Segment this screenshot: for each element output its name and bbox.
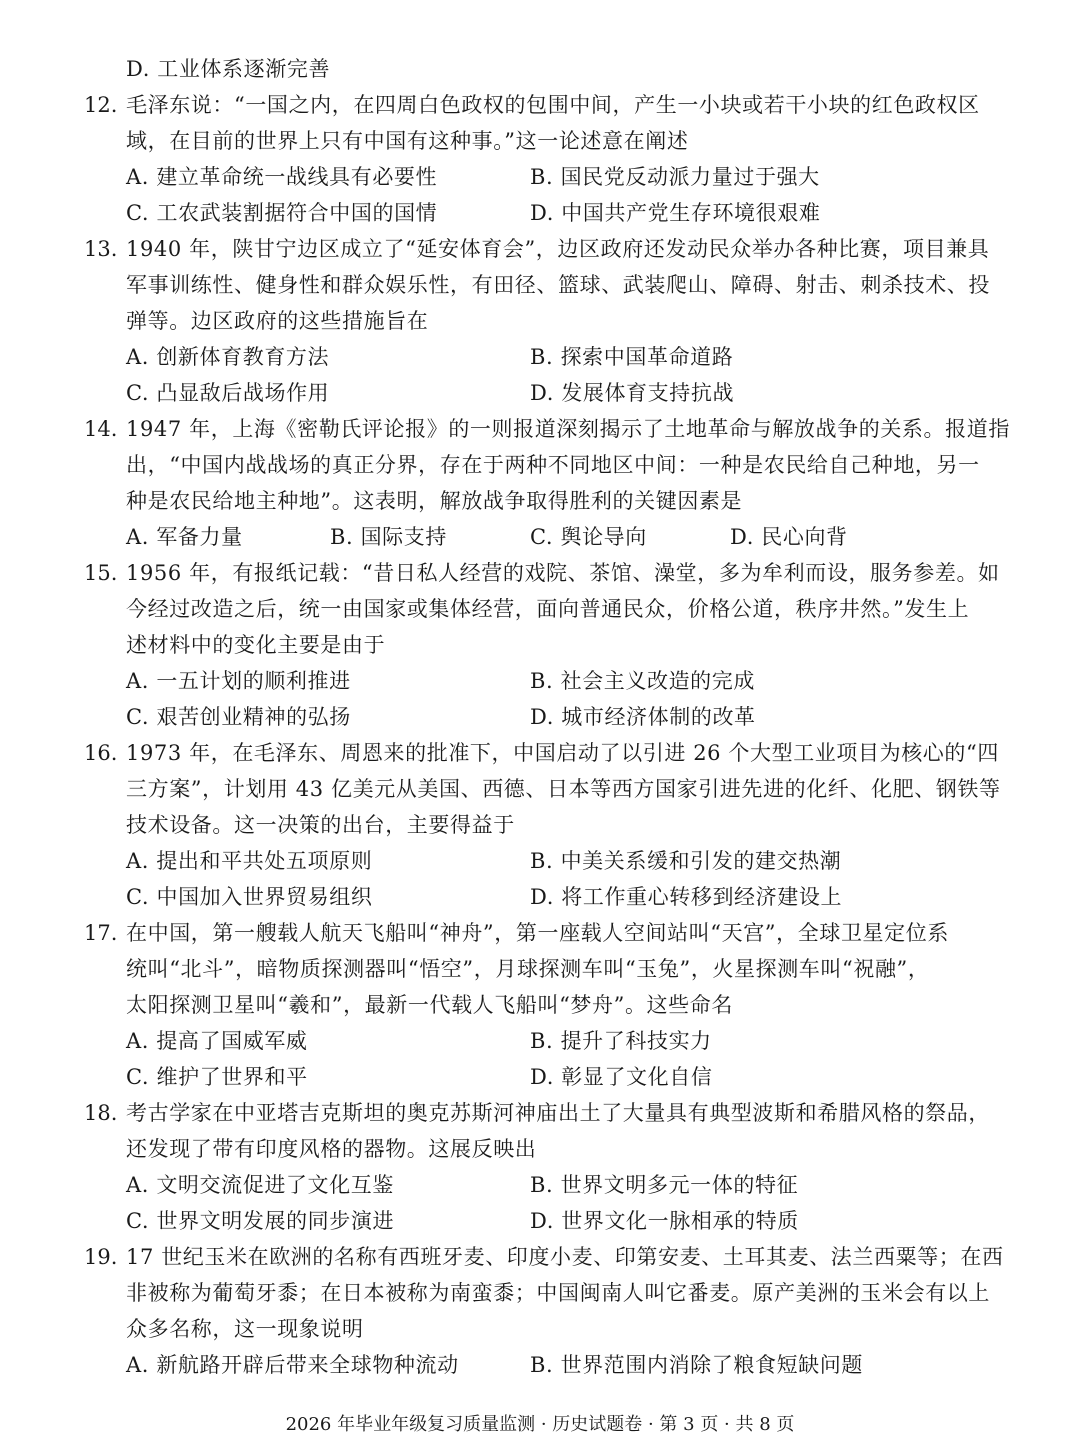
- q19-stem-line: 非被称为葡萄牙黍；在日本被称为南蛮黍；中国闽南人叫它番麦。原产美洲的玉米会有以上: [126, 1281, 990, 1305]
- q16-stem-line: 技术设备。这一决策的出台，主要得益于: [126, 813, 515, 837]
- q16-stem-line: 1973 年，在毛泽东、周恩来的批准下，中国启动了以引进 26 个大型工业项目为核心的“四: [126, 741, 999, 765]
- q18-option-d: D. 世界文化一脉相承的特质: [530, 1209, 799, 1233]
- q12-number: 12.: [84, 93, 118, 117]
- q14-option-a: A. 军备力量: [126, 525, 243, 549]
- q16-option-c: C. 中国加入世界贸易组织: [126, 885, 373, 909]
- q17-option-c: C. 维护了世界和平: [126, 1065, 308, 1089]
- q14-stem-line: 1947 年，上海《密勒氏评论报》的一则报道深刻揭示了土地革命与解放战争的关系。报道指: [126, 417, 1010, 441]
- q13-option-a: A. 创新体育教育方法: [126, 345, 330, 369]
- q19-stem-line: 众多名称，这一现象说明: [126, 1317, 364, 1341]
- q15-number: 15.: [84, 561, 118, 585]
- q14-option-d: D. 民心向背: [730, 525, 848, 549]
- q14-stem-line: 出，“中国内战战场的真正分界，存在于两种不同地区中间：一种是农民给自己种地，另一: [126, 453, 980, 477]
- q16-option-a: A. 提出和平共处五项原则: [126, 849, 373, 873]
- q16-number: 16.: [84, 741, 118, 765]
- q12-stem-line: 毛泽东说：“一国之内，在四周白色政权的包围中间，产生一小块或若干小块的红色政权区: [126, 93, 980, 117]
- q13-option-b: B. 探索中国革命道路: [530, 345, 734, 369]
- q16-stem-line: 三方案”，计划用 43 亿美元从美国、西德、日本等西方国家引进先进的化纤、化肥、钢铁等: [126, 777, 1001, 801]
- q12-option-a: A. 建立革命统一战线具有必要性: [126, 165, 438, 189]
- q19-stem-line: 17 世纪玉米在欧洲的名称有西班牙麦、印度小麦、印第安麦、土耳其麦、法兰西粟等；在西: [126, 1245, 1004, 1269]
- q17-stem-line: 统叫“北斗”，暗物质探测器叫“悟空”，月球探测车叫“玉兔”，火星探测车叫“祝融”，: [126, 957, 930, 981]
- q17-option-a: A. 提高了国威军威: [126, 1029, 308, 1053]
- q17-option-d: D. 彰显了文化自信: [530, 1065, 713, 1089]
- q15-option-a: A. 一五计划的顺利推进: [126, 669, 351, 693]
- q12-option-c: C. 工农武装割据符合中国的国情: [126, 201, 438, 225]
- q14-option-b: B. 国际支持: [330, 525, 447, 549]
- q18-number: 18.: [84, 1101, 118, 1125]
- q15-stem-line: 述材料中的变化主要是由于: [126, 633, 386, 657]
- q12-stem-line: 域，在目前的世界上只有中国有这种事。”这一论述意在阐述: [126, 129, 689, 153]
- q17-number: 17.: [84, 921, 118, 945]
- q13-stem-line: 军事训练性、健身性和群众娱乐性，有田径、篮球、武装爬山、障碍、射击、刺杀技术、投: [126, 273, 990, 297]
- q18-option-b: B. 世界文明多元一体的特征: [530, 1173, 799, 1197]
- q13-stem-line: 弹等。边区政府的这些措施旨在: [126, 309, 429, 333]
- q15-stem-line: 今经过改造之后，统一由国家或集体经营，面向普通民众，价格公道，秩序井然。”发生上: [126, 597, 970, 621]
- q14-stem-line: 种是农民给地主种地”。这表明，解放战争取得胜利的关键因素是: [126, 489, 743, 513]
- q19-number: 19.: [84, 1245, 118, 1269]
- q12-option-d: D. 中国共产党生存环境很艰难: [530, 201, 821, 225]
- q19-option-a: A. 新航路开辟后带来全球物种流动: [126, 1353, 459, 1377]
- q16-option-b: B. 中美关系缓和引发的建交热潮: [530, 849, 842, 873]
- page-footer: 2026 年毕业年级复习质量监测 · 历史试题卷 · 第 3 页 · 共 8 页: [285, 1414, 795, 1435]
- q11-option-d: D. 工业体系逐渐完善: [126, 57, 331, 81]
- q12-option-b: B. 国民党反动派力量过于强大: [530, 165, 820, 189]
- q18-option-a: A. 文明交流促进了文化互鉴: [126, 1173, 394, 1197]
- q13-stem-line: 1940 年，陕甘宁边区成立了“延安体育会”，边区政府还发动民众举办各种比赛，项目兼具: [126, 237, 990, 261]
- q17-stem-line: 太阳探测卫星叫“羲和”，最新一代载人飞船叫“梦舟”。这些命名: [126, 993, 733, 1017]
- q15-stem-line: 1956 年，有报纸记载：“昔日私人经营的戏院、茶馆、澡堂，多为牟利而设，服务参差。如: [126, 561, 1000, 585]
- q19-option-b: B. 世界范围内消除了粮食短缺问题: [530, 1353, 863, 1377]
- q13-option-c: C. 凸显敌后战场作用: [126, 381, 330, 405]
- q18-stem-line: 还发现了带有印度风格的器物。这展反映出: [126, 1137, 537, 1161]
- q14-number: 14.: [84, 417, 118, 441]
- q16-option-d: D. 将工作重心转移到经济建设上: [530, 885, 843, 909]
- q13-option-d: D. 发展体育支持抗战: [530, 381, 735, 405]
- q13-number: 13.: [84, 237, 118, 261]
- q14-option-c: C. 舆论导向: [530, 525, 647, 549]
- q15-option-b: B. 社会主义改造的完成: [530, 669, 755, 693]
- q15-option-d: D. 城市经济体制的改革: [530, 705, 756, 729]
- q18-stem-line: 考古学家在中亚塔吉克斯坦的奥克苏斯河神庙出土了大量具有典型波斯和希腊风格的祭品，: [126, 1101, 990, 1125]
- q18-option-c: C. 世界文明发展的同步演进: [126, 1209, 395, 1233]
- q17-option-b: B. 提升了科技实力: [530, 1029, 712, 1053]
- q17-stem-line: 在中国，第一艘载人航天飞船叫“神舟”，第一座载人空间站叫“天宫”，全球卫星定位系: [126, 921, 949, 945]
- q15-option-c: C. 艰苦创业精神的弘扬: [126, 705, 351, 729]
